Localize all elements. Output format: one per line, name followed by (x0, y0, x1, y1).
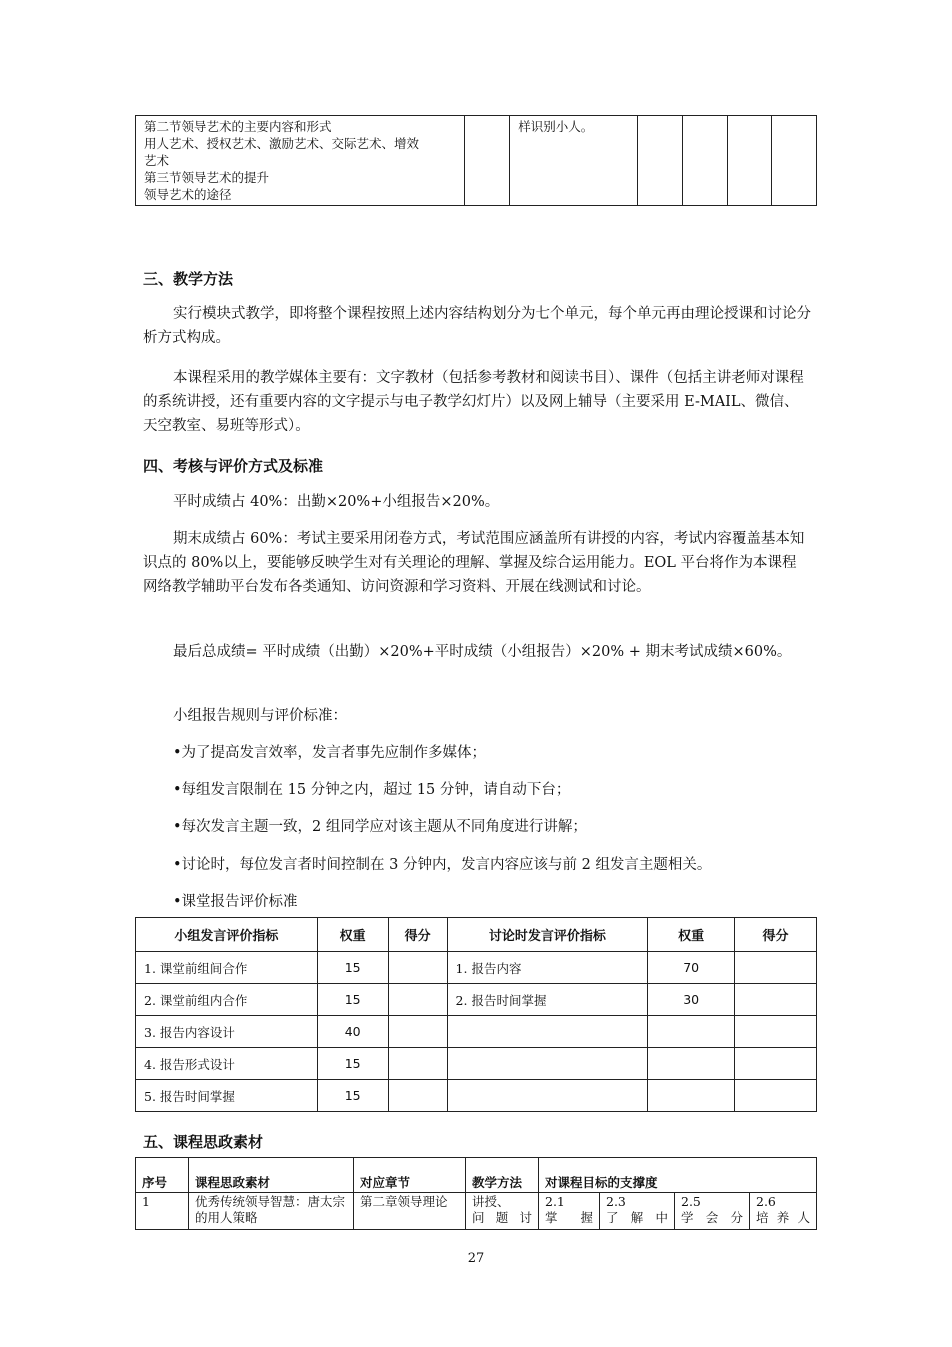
column-header: 教学方法 (466, 1158, 539, 1193)
support-text: 学 会 分 (681, 1210, 743, 1225)
table-row (136, 1080, 817, 1112)
table-row (136, 952, 817, 984)
support-code: 2.1 (545, 1194, 565, 1209)
support-code: 2.6 (756, 1194, 776, 1209)
support-cell (750, 1193, 817, 1230)
weight-cell (648, 1048, 735, 1080)
content-line: 第二节领导艺术的主要内容和形式 (144, 119, 332, 134)
method-cell (466, 1193, 539, 1230)
column-header: 权重 (317, 918, 388, 952)
indicator-cell: 4. 报告形式设计 (136, 1048, 318, 1080)
content-line: 领导艺术的途径 (144, 187, 232, 202)
indicator-cell: 2. 课堂前组内合作 (136, 984, 318, 1016)
indicator-cell (447, 1016, 648, 1048)
weight-cell: 40 (317, 1016, 388, 1048)
number-cell: 1 (136, 1193, 189, 1230)
table-row (136, 1048, 817, 1080)
weight-cell (648, 1016, 735, 1048)
table-header-row (136, 918, 817, 952)
weight-cell: 15 (317, 1048, 388, 1080)
indicator-cell: 3. 报告内容设计 (136, 1016, 318, 1048)
weight-cell: 15 (317, 984, 388, 1016)
content-line: 第三节领导艺术的提升 (144, 170, 270, 185)
support-cell (675, 1193, 750, 1230)
score-cell (735, 1016, 817, 1048)
syllabus-continuation-table (135, 115, 817, 206)
score-cell (735, 1048, 817, 1080)
support-cell (539, 1193, 600, 1230)
rule-item: •每次发言主题一致，2 组同学应对该主题从不同角度进行讲解； (173, 819, 587, 835)
paragraph: 期末成绩占 60%：考试主要采用闭卷方式，考试范围应涵盖所有讲授的内容，考试内容覆盖基本知识点的 80%以上，要能够反映学生对有关理论的理解、掌握及综合运用能力。EOL 平台将作为本课程网络教学辅助平台发布各类通知、访问资源和学习资料、开展在线测试和讨论。 (143, 531, 805, 595)
support-code: 2.3 (606, 1194, 626, 1209)
indicator-cell: 1. 课堂前组间合作 (136, 952, 318, 984)
chapter-cell: 第二章领导理论 (354, 1193, 466, 1230)
indicator-cell (447, 1048, 648, 1080)
ideology-materials-table (135, 1157, 817, 1230)
column-header: 得分 (735, 918, 817, 952)
score-cell (735, 952, 817, 984)
paragraph: 最后总成绩= 平时成绩（出勤）×20%+平时成绩（小组报告）×20% + 期末考试成绩×60%。 (173, 644, 792, 660)
support-text: 掌 握 (545, 1210, 593, 1225)
weight-cell: 70 (648, 952, 735, 984)
column-header: 讨论时发言评价指标 (447, 918, 648, 952)
column-header: 对应章节 (354, 1158, 466, 1193)
score-cell (388, 1048, 447, 1080)
score-cell (388, 1080, 447, 1112)
indicator-cell: 2. 报告时间掌握 (447, 984, 648, 1016)
table-header-row (136, 1158, 817, 1193)
evaluation-criteria-table (135, 917, 817, 1112)
column-header: 权重 (648, 918, 735, 952)
table-row (136, 984, 817, 1016)
support-text: 培 养 人 (756, 1210, 810, 1225)
score-cell (388, 952, 447, 984)
score-cell (735, 984, 817, 1016)
score-cell (388, 984, 447, 1016)
weight-cell: 15 (317, 952, 388, 984)
rule-item: •讨论时，每位发言者时间控制在 3 分钟内，发言内容应该与前 2 组发言主题相关。 (173, 857, 712, 873)
table-row (136, 1016, 817, 1048)
support-code: 2.5 (681, 1194, 701, 1209)
empty-cell (727, 116, 772, 206)
method-line: 问 题 讨 (472, 1210, 532, 1225)
table-row (136, 116, 817, 206)
support-cell (600, 1193, 675, 1230)
weight-cell (648, 1080, 735, 1112)
table-row (136, 1193, 817, 1230)
column-header: 对课程目标的支撑度 (539, 1158, 817, 1193)
indicator-cell: 1. 报告内容 (447, 952, 648, 984)
support-text: 了 解 中 (606, 1210, 668, 1225)
method-line: 讲授、 (472, 1194, 510, 1209)
rules-title: 小组报告规则与评价标准： (173, 708, 347, 724)
section-title-ideology-materials: 五、课程思政素材 (143, 1133, 264, 1151)
empty-cell (638, 116, 683, 206)
column-header: 序号 (136, 1158, 189, 1193)
rule-item: •为了提高发言效率，发言者事先应制作多媒体； (173, 745, 487, 761)
empty-cell (772, 116, 817, 206)
indicator-cell (447, 1080, 648, 1112)
paragraph: 平时成绩占 40%：出勤×20%+小组报告×20%。 (173, 494, 500, 510)
rule-item: •每组发言限制在 15 分钟之内，超过 15 分钟，请自动下台； (173, 782, 571, 798)
empty-cell (683, 116, 728, 206)
paragraph: 本课程采用的教学媒体主要有：文字教材（包括参考教材和阅读书目）、课件（包括主讲老师对课程的系统讲授，还有重要内容的文字提示与电子教学幻灯片）以及网上辅导（主要采用 E-MAIL、微信、天空教室、易班等形式）。 (143, 370, 804, 434)
indicator-cell: 5. 报告时间掌握 (136, 1080, 318, 1112)
score-cell (735, 1080, 817, 1112)
section-title-teaching-methods: 三、教学方法 (143, 270, 234, 288)
column-header: 课程思政素材 (189, 1158, 354, 1193)
weight-cell: 30 (648, 984, 735, 1016)
paragraph: 实行模块式教学，即将整个课程按照上述内容结构划分为七个单元，每个单元再由理论授课和讨论分析方式构成。 (143, 306, 811, 346)
content-cell (136, 116, 465, 206)
content-line: 用人艺术、授权艺术、激励艺术、交际艺术、增效 (144, 136, 420, 151)
empty-cell (464, 116, 510, 206)
column-header: 得分 (388, 918, 447, 952)
column-header: 小组发言评价指标 (136, 918, 318, 952)
weight-cell: 15 (317, 1080, 388, 1112)
score-cell (388, 1016, 447, 1048)
requirement-text: 样识别小人。 (518, 119, 594, 134)
page-number: 27 (467, 1251, 485, 1266)
requirement-cell (510, 116, 638, 206)
section-title-assessment: 四、考核与评价方式及标准 (143, 457, 324, 475)
content-line: 艺术 (144, 153, 170, 168)
material-cell: 优秀传统领导智慧：唐太宗的用人策略 (189, 1193, 354, 1230)
rule-item: •课堂报告评价标准 (173, 894, 298, 910)
